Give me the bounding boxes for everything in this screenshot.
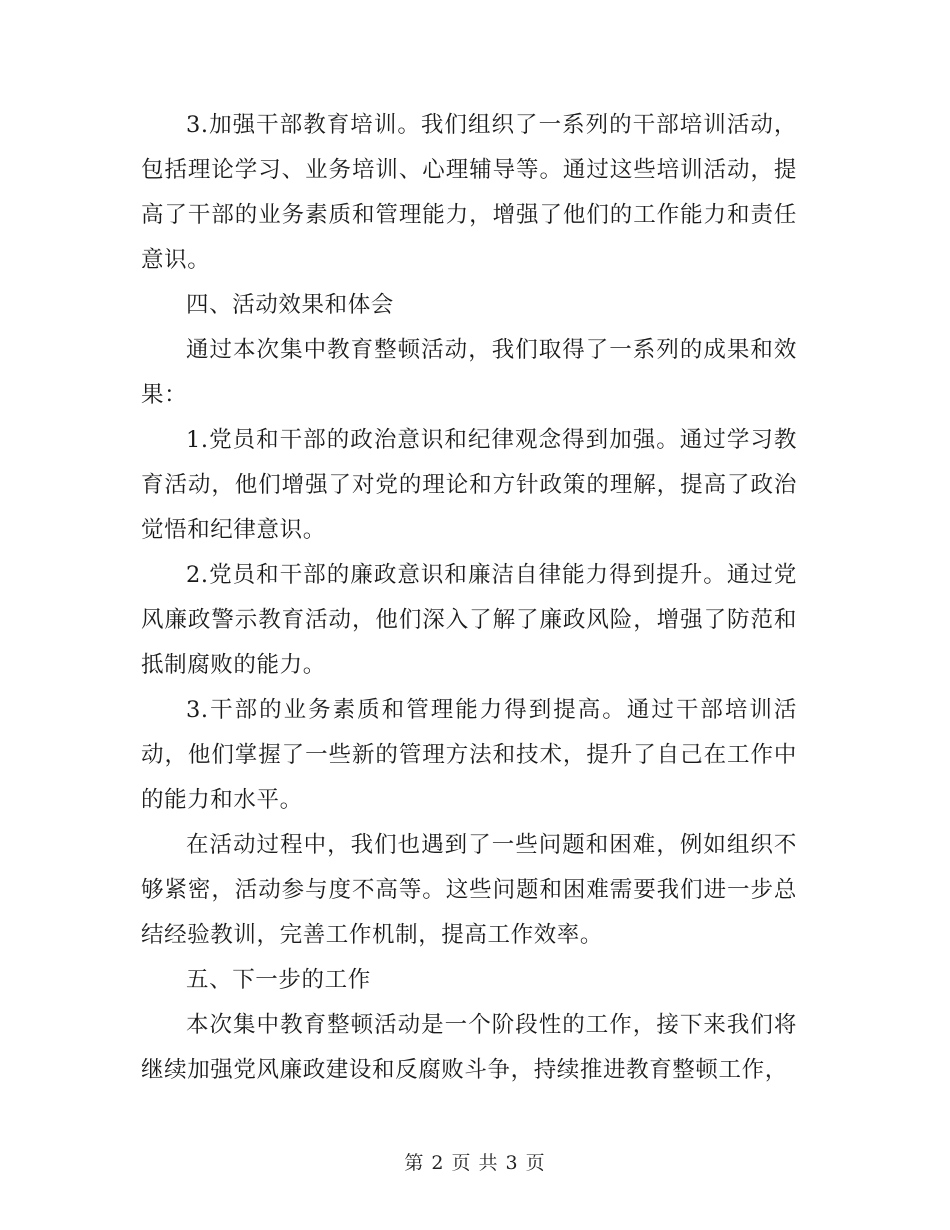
section-heading-next-steps: 五、下一步的工作: [186, 967, 371, 993]
paragraph-result-1: 1.党员和干部的政治意识和纪律观念得到加强。通过学习教育活动，他们增强了对党的理论和方针政策的理解，提高了政治觉悟和纪律意识。: [141, 427, 797, 543]
paragraph-problems: 在活动过程中，我们也遇到了一些问题和困难，例如组织不够紧密，活动参与度不高等。这些问题和困难需要我们进一步总结经验教训，完善工作机制，提高工作效率。: [141, 832, 797, 948]
document-body: [141, 103, 797, 1093]
paragraph-result-3: 3.干部的业务素质和管理能力得到提高。通过干部培训活动，他们掌握了一些新的管理方法和技术，提升了自己在工作中的能力和水平。: [141, 697, 797, 813]
paragraph-next-steps: 本次集中教育整顿活动是一个阶段性的工作，接下来我们将继续加强党风廉政建设和反腐败斗争，持续推进教育整顿工作，: [141, 1012, 797, 1083]
paragraph-training: 3.加强干部教育培训。我们组织了一系列的干部培训活动，包括理论学习、业务培训、心理辅导等。通过这些培训活动，提高了干部的业务素质和管理能力，增强了他们的工作能力和责任意识。: [141, 112, 797, 273]
paragraph-results-intro: 通过本次集中教育整顿活动，我们取得了一系列的成果和效果：: [141, 337, 797, 408]
page-number-footer: 第 2 页 共 3 页: [404, 1152, 546, 1174]
paragraph-result-2: 2.党员和干部的廉政意识和廉洁自律能力得到提升。通过党风廉政警示教育活动，他们深入了解了廉政风险，增强了防范和抵制腐败的能力。: [141, 562, 797, 678]
section-heading-results: 四、活动效果和体会: [186, 292, 394, 318]
